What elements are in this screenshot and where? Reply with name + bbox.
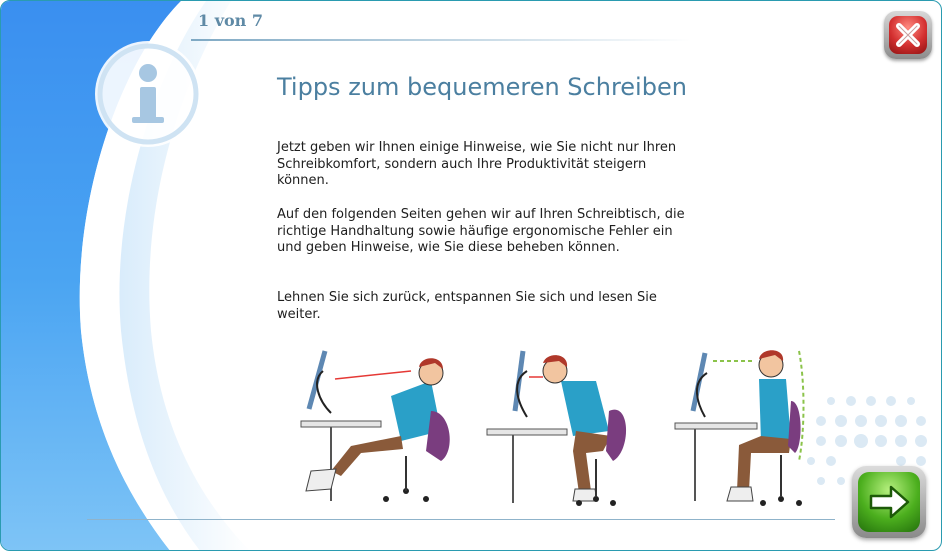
arrow-right-icon bbox=[867, 484, 911, 520]
close-icon bbox=[895, 22, 921, 48]
next-page-button-face[interactable] bbox=[858, 472, 920, 532]
topics-paragraph: Auf den folgenden Seiten gehen wir auf Ihren Schreibtisch, die richtige Handhaltung sowie häufige ergonomische Fehler ein und geben Hinweise, wie Sie diese beheben können. bbox=[277, 207, 685, 255]
posture-illustration-leaning-back bbox=[301, 351, 450, 502]
closing-paragraph: Lehnen Sie sich zurück, entspannen Sie sich und lesen Sie weiter. bbox=[277, 290, 657, 322]
posture-illustration-correct bbox=[675, 350, 804, 506]
close-button[interactable] bbox=[884, 11, 932, 59]
next-page-button[interactable] bbox=[852, 466, 926, 538]
posture-illustrations bbox=[291, 341, 831, 511]
footer-divider bbox=[87, 519, 835, 520]
intro-paragraph: Jetzt geben wir Ihnen einige Hinweise, wie Sie nicht nur Ihren Schreibkomfort, sondern auch Ihre Produktivität steigern können. bbox=[277, 140, 677, 188]
info-icon bbox=[95, 41, 201, 147]
close-button-face[interactable] bbox=[889, 16, 927, 54]
header-divider bbox=[191, 39, 691, 41]
page-title: Tipps zum bequemeren Schreiben bbox=[277, 73, 687, 101]
page-counter: 1 von 7 bbox=[198, 11, 264, 30]
posture-illustration-hunched bbox=[487, 351, 626, 506]
